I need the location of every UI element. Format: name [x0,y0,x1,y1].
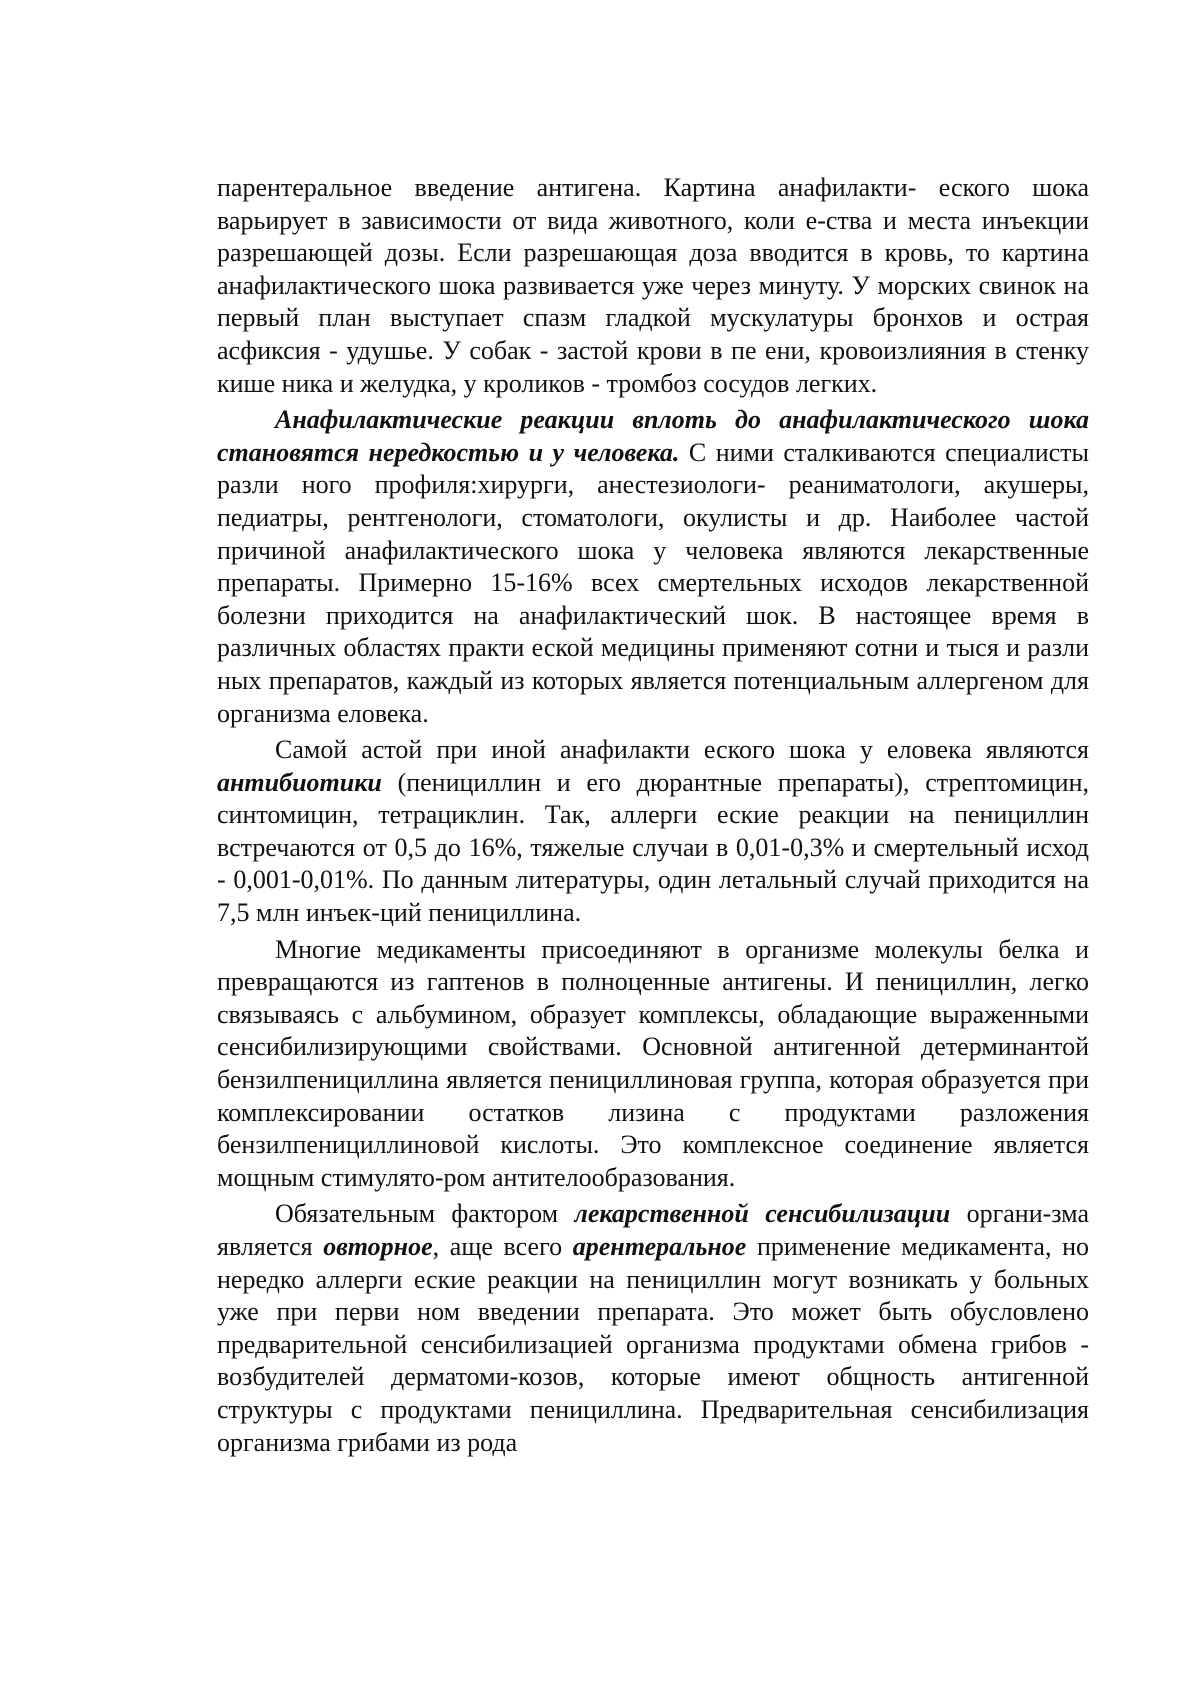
emphasis-run: антибиотики [217,767,382,797]
emphasis-run: овторное [323,1232,433,1261]
text-run: Многие медикаменты присоединяют в организме молекулы белка и превращаются из гаптенов в полноценные антигены. И пенициллин, легко связываясь с альбумином, образует комплексы, обладающие выраженными сенсибилизирующими свойствами. Основной антигенной детерминантой бензилпенициллина является пенициллиновая группа, которая образуется при комплексировании остатков лизина с продуктами разложения бензилпенициллиновой кислоты. Это комплексное соединение является мощным стимулято-ром антителообразования. [217,934,1089,1192]
paragraph-medicaments-antigens [217,934,1089,1195]
emphasis-run: лекарственной сенсибилизации [574,1199,951,1229]
text-run: органи-зма является [217,1199,1089,1261]
text-run: применение медикамента, но нередко аллерги еские реакции на пенициллин могут возникать у больных уже при перви ном введении препарата. Это может быть обусловлено предварительной сенсибилизацией организма продуктами обмена грибов - возбудителей дерматоми-козов, которые имеют общность антигенной структуры с продуктами пенициллина. Предварительная сенсибилизация организма грибами из рода [217,1232,1090,1457]
text-run: (пенициллин и его дюрантные препараты), стрептомицин, синтомицин, тетрациклин. Так, аллерги еские реакции на пенициллин встречаются от 0,5 до 16%, тяжелые случаи в 0,01-0,3% и смертельный исход - 0,001-0,01%. По данным литературы, один летальный случай приходится на 7,5 млн инъек-ций пенициллина. [217,767,1089,928]
emphasis-run: Анафилактические реакции вплоть до анафилактического шока становятся нередкостью и у человека. [217,405,1089,467]
text-run: С ними сталкиваются специалисты разли ного профиля:хирурги, анестезиологи- реаниматологи, акушеры, педиатры, рентгенологи, стоматологи, окулисты и др. Наиболее частой причиной анафилактического шока у человека являются лекарственные препараты. Примерно 15-16% всех смертельных исходов лекарственной болезни приходится на анафилактический шок. В настоящее время в различных областях практи еской медицины применяют сотни и тыся и разли ных препаратов, каждый из которых является потенциальным аллергеном для организма еловека. [217,437,1089,728]
paragraph-anaphylaxis-humans [217,404,1089,730]
paragraph-anaphylaxis-animals [217,172,1089,400]
text-run: Самой астой при иной анафилакти еского шока у еловека являются [275,735,1089,765]
paragraph-drug-sensitization [217,1198,1089,1459]
text-run: Обязательным фактором [275,1199,575,1229]
text-run: , аще всего [432,1232,573,1261]
text-run: парентеральное введение антигена. Картина анафилакти- еского шока варьирует в зависимости от вида животного, коли е-ства и места инъекции разрешающей дозы. Если разрешающая доза вводится в кровь, то картина анафилактического шока развивается уже через минуту. У морских свинок на первый план выступает спазм гладкой мускулатуры бронхов и острая асфиксия - удушье. У собак - застой крови в пе ени, кровоизлияния в стенку кише ника и желудка, у кроликов - тромбоз сосудов легких. [217,173,1089,398]
paragraph-antibiotics [217,734,1089,930]
emphasis-run: арентеральное [572,1232,747,1261]
document-page [217,172,1089,1459]
